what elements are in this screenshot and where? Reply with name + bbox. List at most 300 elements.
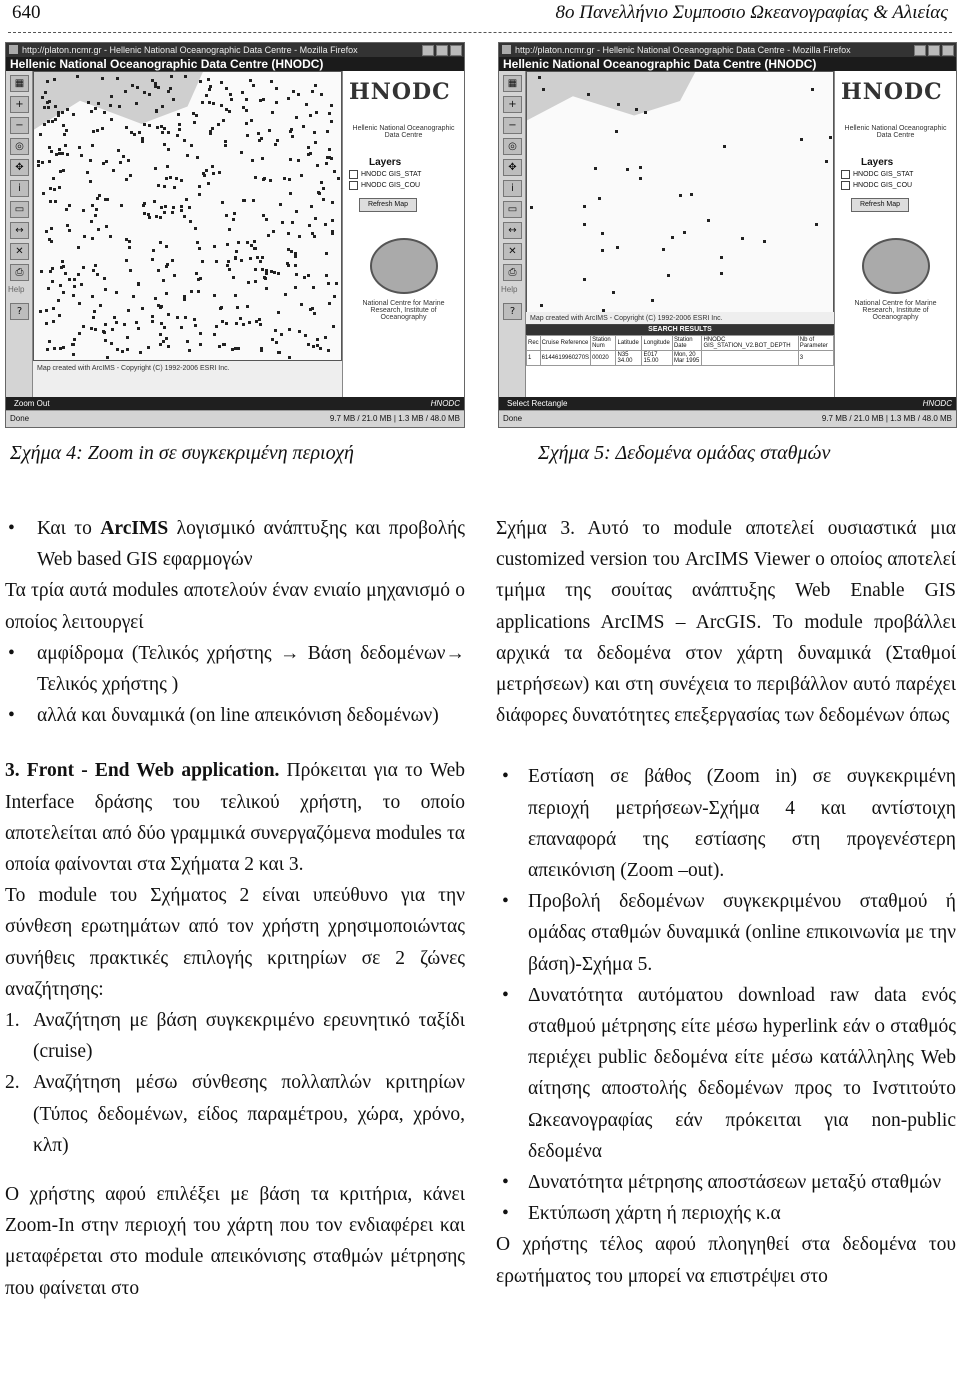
station-marker: [639, 177, 642, 180]
station-marker: [135, 321, 138, 324]
identify-icon: i: [503, 180, 522, 197]
station-marker: [211, 127, 214, 130]
station-marker: [218, 171, 221, 174]
station-marker: [101, 77, 104, 80]
station-marker: [311, 232, 314, 235]
station-marker: [39, 133, 42, 136]
station-marker: [175, 177, 178, 180]
station-marker: [139, 351, 142, 354]
station-marker: [167, 345, 170, 348]
station-marker: [188, 349, 191, 352]
layers-title: Layers: [369, 157, 402, 168]
station-marker: [201, 101, 204, 104]
station-marker: [94, 107, 97, 110]
station-marker: [96, 129, 99, 132]
table-cell: 6144619960270S: [540, 351, 590, 366]
station-marker: [297, 93, 300, 96]
station-marker: [104, 198, 107, 201]
zoom-in-icon: +: [10, 96, 29, 113]
station-marker: [82, 209, 85, 212]
station-marker: [151, 79, 154, 82]
station-marker: [328, 112, 331, 115]
station-marker: [119, 161, 122, 164]
station-marker: [68, 229, 71, 232]
station-marker: [143, 212, 146, 215]
station-marker: [207, 182, 210, 185]
layer-item: [841, 181, 950, 190]
zoom-out-icon: −: [10, 117, 29, 134]
station-marker: [303, 276, 306, 279]
station-marker: [153, 200, 156, 203]
station-marker: [156, 126, 159, 129]
station-marker: [165, 177, 168, 180]
station-marker: [205, 94, 208, 97]
table-cell: N35 34.00: [616, 351, 642, 366]
station-marker: [287, 97, 290, 100]
station-marker: [148, 216, 151, 219]
station-marker: [92, 130, 95, 133]
help-label: Help: [8, 285, 25, 294]
station-marker: [297, 159, 300, 162]
station-marker: [530, 206, 533, 209]
station-marker: [91, 204, 94, 207]
station-marker: [72, 113, 75, 116]
bullet-station-data: • Προβολή δεδομένων συγκεκριμένου σταθμού ή ομάδας σταθμών δυναμικά (online επικοινωνία με την βάση)-Σχήμα 5.: [496, 886, 956, 980]
browser-titlebar: [499, 43, 956, 57]
column-header: Latitude: [616, 336, 642, 351]
station-marker: [46, 80, 49, 83]
station-marker: [213, 333, 216, 336]
figure-5-screenshot: [498, 42, 957, 428]
station-marker: [173, 186, 176, 189]
station-marker: [253, 247, 256, 250]
station-marker: [110, 342, 113, 345]
map-view-stations: [526, 71, 834, 315]
station-marker: [68, 204, 71, 207]
station-marker: [157, 184, 160, 187]
station-marker: [167, 131, 170, 134]
station-marker: [164, 205, 167, 208]
station-marker: [319, 347, 322, 350]
bullet-dynamic: • αλλά και δυναμικά (on line απεικόνιση δεδομένων): [5, 700, 465, 731]
station-marker: [333, 295, 336, 298]
station-marker: [78, 146, 81, 149]
station-marker: [98, 194, 101, 197]
layer-checkbox: [349, 170, 358, 179]
station-marker: [275, 101, 278, 104]
station-marker: [274, 143, 277, 146]
station-marker: [190, 290, 193, 293]
logo-subtitle: Hellenic National Oceanographic Data Centre: [844, 125, 947, 139]
station-marker: [137, 282, 140, 285]
station-marker: [307, 274, 310, 277]
station-marker: [154, 85, 157, 88]
station-marker: [94, 328, 97, 331]
station-marker: [583, 278, 586, 281]
station-marker: [58, 186, 61, 189]
station-marker: [52, 307, 55, 310]
table-cell: 3: [798, 351, 833, 366]
item-number: 2.: [5, 1072, 20, 1094]
station-marker: [275, 87, 278, 90]
station-marker: [587, 93, 590, 96]
station-marker: [147, 213, 150, 216]
item-text: Αναζήτηση με βάση συγκεκριμένο ερευνητικό ταξίδι (cruise): [33, 1010, 465, 1063]
station-marker: [171, 259, 174, 262]
column-header: Longitude: [642, 336, 672, 351]
station-marker: [138, 131, 141, 134]
station-marker: [62, 346, 65, 349]
station-marker: [163, 143, 166, 146]
station-marker: [256, 256, 259, 259]
column-header: Rec: [527, 336, 541, 351]
station-marker: [105, 160, 108, 163]
station-marker: [274, 329, 277, 332]
layer-item: [841, 170, 950, 179]
search-results-title: SEARCH RESULTS: [526, 325, 834, 335]
station-marker: [246, 305, 249, 308]
station-marker: [763, 240, 766, 243]
station-marker: [212, 102, 215, 105]
station-marker: [160, 322, 163, 325]
station-marker: [261, 157, 264, 160]
zoom-out-icon: −: [503, 117, 522, 134]
station-marker: [58, 148, 61, 151]
station-marker: [328, 156, 331, 159]
search-results-panel: [526, 324, 834, 397]
browser-status-text: Done: [10, 414, 30, 423]
station-marker: [335, 282, 338, 285]
station-marker: [109, 235, 112, 238]
station-marker: [237, 347, 240, 350]
station-marker: [254, 268, 257, 271]
left-column: [5, 513, 465, 1304]
station-marker: [37, 160, 40, 163]
station-marker: [540, 304, 543, 307]
station-marker: [78, 332, 81, 335]
station-marker: [180, 209, 183, 212]
station-marker: [58, 314, 61, 317]
station-marker: [265, 269, 268, 272]
table-cell: Mon, 20 Mar 1995: [672, 351, 702, 366]
station-marker: [141, 307, 144, 310]
station-marker: [53, 347, 56, 350]
station-marker: [281, 221, 284, 224]
station-marker: [61, 260, 64, 263]
station-marker: [617, 103, 620, 106]
station-marker: [275, 341, 278, 344]
logo-subtitle: Hellenic National Oceanographic Data Centre: [352, 125, 455, 139]
station-marker: [189, 220, 192, 223]
station-marker: [644, 111, 647, 114]
station-marker: [45, 309, 48, 312]
station-marker: [302, 125, 305, 128]
station-marker: [228, 110, 231, 113]
station-marker: [310, 205, 313, 208]
station-marker: [635, 108, 638, 111]
station-marker: [186, 154, 189, 157]
station-marker: [251, 159, 254, 162]
station-marker: [202, 172, 205, 175]
station-marker: [287, 248, 290, 251]
table-cell: 00020: [591, 351, 616, 366]
layer-checkbox: [841, 181, 850, 190]
item-text: Αναζήτηση μέσω σύνθεσης πολλαπλών κριτηρίων (Τύπος δεδομένων, είδος παραμέτρου, χώρα, χρόνο, κλπ): [33, 1072, 465, 1156]
station-map: [34, 72, 341, 360]
institute-name: National Centre for Marine Research, Institute of Oceanography: [362, 300, 445, 321]
hnodc-logo: HNODC: [349, 79, 451, 105]
station-marker: [304, 334, 307, 337]
station-marker: [51, 280, 54, 283]
station-marker: [314, 217, 317, 220]
window-title: http://platon.ncmr.gr - Hellenic National Oceanographic Data Centre - Mozilla Firefox: [515, 45, 851, 55]
station-marker: [300, 303, 303, 306]
station-marker: [125, 259, 128, 262]
status-text: Select Rectangle: [507, 399, 568, 408]
station-marker: [43, 106, 46, 109]
station-marker: [163, 326, 166, 329]
station-marker: [616, 246, 619, 249]
station-marker: [52, 320, 55, 323]
station-marker: [180, 179, 183, 182]
station-marker: [190, 144, 193, 147]
station-marker: [307, 146, 310, 149]
station-marker: [196, 241, 199, 244]
station-marker: [91, 144, 94, 147]
station-marker: [185, 198, 188, 201]
station-marker: [148, 93, 151, 96]
station-marker: [165, 292, 168, 295]
station-marker: [267, 234, 270, 237]
station-marker: [313, 235, 316, 238]
station-marker: [723, 145, 726, 148]
station-marker: [49, 270, 52, 273]
station-marker: [133, 133, 136, 136]
spacer: [496, 731, 956, 761]
station-marker: [259, 323, 262, 326]
station-marker: [62, 291, 65, 294]
station-marker: [328, 302, 331, 305]
station-marker: [188, 206, 191, 209]
station-marker: [117, 149, 120, 152]
station-marker: [249, 257, 252, 260]
station-marker: [309, 308, 312, 311]
station-marker: [318, 192, 321, 195]
station-marker: [104, 323, 107, 326]
close-icon: [450, 45, 462, 56]
station-marker: [127, 309, 130, 312]
station-marker: [57, 111, 60, 114]
numbered-item: [5, 1067, 465, 1161]
station-marker: [143, 123, 146, 126]
station-marker: [294, 252, 297, 255]
station-marker: [53, 78, 56, 81]
window-controls: [422, 45, 462, 56]
station-marker: [159, 241, 162, 244]
station-marker: [141, 140, 144, 143]
station-marker: [103, 331, 106, 334]
station-marker: [163, 127, 166, 130]
station-marker: [77, 246, 80, 249]
station-marker: [298, 330, 301, 333]
station-marker: [271, 111, 274, 114]
station-marker: [123, 323, 126, 326]
station-marker: [224, 144, 227, 147]
measure-icon: ↔: [503, 222, 522, 239]
station-marker: [41, 161, 44, 164]
station-marker: [236, 306, 239, 309]
station-marker: [651, 299, 654, 302]
station-marker: [542, 88, 545, 91]
zoom-in-icon: +: [503, 96, 522, 113]
institute-seal: [370, 238, 438, 294]
browser-sizes: 9.7 MB / 21.0 MB | 1.3 MB / 48.0 MB: [329, 414, 460, 423]
station-marker: [277, 272, 280, 275]
station-marker: [333, 170, 336, 173]
station-marker: [247, 281, 250, 284]
layer-tool-icon: ▦: [10, 75, 29, 92]
station-marker: [157, 269, 160, 272]
station-marker: [261, 268, 264, 271]
station-marker: [639, 166, 642, 169]
results-table: [526, 335, 834, 366]
column-header: Nb of Parameter: [798, 336, 833, 351]
station-marker: [800, 138, 803, 141]
station-marker: [59, 347, 62, 350]
station-marker: [211, 165, 214, 168]
station-marker: [233, 212, 236, 215]
station-marker: [331, 232, 334, 235]
station-marker: [110, 118, 113, 121]
station-marker: [105, 225, 108, 228]
map-credit: Map created with ArcIMS - Copyright (C) 1992-2006 ESRI Inc.: [33, 362, 342, 375]
print-icon: ⎙: [10, 264, 29, 281]
station-marker: [265, 287, 268, 290]
station-marker: [160, 206, 163, 209]
station-marker: [313, 131, 316, 134]
station-marker: [116, 348, 119, 351]
station-marker: [270, 270, 273, 273]
station-marker: [294, 255, 297, 258]
station-marker: [195, 114, 198, 117]
station-marker: [62, 169, 65, 172]
station-marker: [163, 185, 166, 188]
station-marker: [135, 102, 138, 105]
station-marker: [295, 116, 298, 119]
table-row: [527, 351, 834, 366]
station-marker: [314, 84, 317, 87]
station-marker: [90, 110, 93, 113]
bullet-distance: • Δυνατότητα μέτρησης αποστάσεων μεταξύ σταθμών: [496, 1167, 956, 1198]
station-marker: [58, 152, 61, 155]
station-marker: [228, 228, 231, 231]
station-marker: [157, 304, 160, 307]
status-brand: HNODC: [922, 399, 952, 408]
station-marker: [311, 90, 314, 93]
identify-icon: i: [10, 180, 29, 197]
text-run: λογισμικό ανάπτυξης και προβολής Web based GIS εφαρμογών: [37, 518, 465, 571]
station-marker: [92, 316, 95, 319]
station-marker: [324, 223, 327, 226]
station-marker: [157, 86, 160, 89]
station-marker: [199, 80, 202, 83]
station-marker: [199, 343, 202, 346]
layer-label: HNODC GIS_COU: [853, 182, 913, 189]
station-marker: [289, 192, 292, 195]
station-marker: [87, 101, 90, 104]
station-marker: [242, 323, 245, 326]
station-marker: [198, 185, 201, 188]
station-marker: [47, 287, 50, 290]
institute-seal: [862, 238, 930, 294]
station-marker: [128, 240, 131, 243]
station-marker: [37, 164, 40, 167]
station-marker: [147, 346, 150, 349]
station-marker: [690, 193, 693, 196]
station-marker: [90, 327, 93, 330]
station-marker: [270, 80, 273, 83]
station-marker: [169, 176, 172, 179]
station-marker: [51, 267, 54, 270]
station-marker: [125, 126, 128, 129]
page-number: 640: [12, 2, 41, 23]
station-marker: [225, 108, 228, 111]
station-marker: [208, 101, 211, 104]
station-marker: [232, 218, 235, 221]
paragraph: Σχήμα 3. Αυτό το module αποτελεί ουσιαστικά μια customized version του ArcIMS Viewer ο οποίος αποτελεί τμήμα της σουίτας ανάπτυξης Web Enable GIS applications ArcIMS – ArcGIS. Το module προβάλλει αρχικά τα δεδομένα στον χάρτη δυναμικά (Σταθμοί μετρήσεων) και στη συνέχεια το περιβάλλον αυτό παρέχει διάφορες δυνατότητες επεξεργασίας των δεδομένων όπως: [496, 518, 956, 727]
station-marker: [260, 347, 263, 350]
station-marker: [284, 293, 287, 296]
station-marker: [97, 228, 100, 231]
station-marker: [245, 98, 248, 101]
section-3-paragraph: [5, 755, 465, 880]
station-marker: [113, 316, 116, 319]
station-marker: [171, 211, 174, 214]
station-marker: [66, 108, 69, 111]
figure-4-caption: Σχήμα 4: Zoom in σε συγκεκριμένη περιοχή: [10, 442, 354, 464]
station-marker: [90, 220, 93, 223]
station-marker: [64, 144, 67, 147]
browser-statusbar: [6, 410, 464, 427]
station-marker: [312, 345, 315, 348]
paragraph: Ο χρήστης τέλος αφού πλοηγηθεί στα δεδομένα του ερωτήματος του μπορεί να επιστρέψει στο: [496, 1234, 956, 1287]
station-marker: [291, 135, 294, 138]
figure-4-screenshot: [5, 42, 465, 428]
station-marker: [225, 214, 228, 217]
station-marker: [615, 130, 618, 133]
bullet-print: • Εκτύπωση χάρτη ή περιοχής κ.α: [496, 1198, 956, 1229]
select-icon: ▭: [10, 201, 29, 218]
station-marker: [294, 286, 297, 289]
station-marker: [683, 231, 686, 234]
station-marker: [124, 90, 127, 93]
station-marker: [55, 153, 58, 156]
station-marker: [111, 328, 114, 331]
station-marker: [44, 91, 47, 94]
station-marker: [89, 159, 92, 162]
station-marker: [264, 277, 267, 280]
station-marker: [57, 114, 60, 117]
station-marker: [45, 322, 48, 325]
station-marker: [222, 343, 225, 346]
station-marker: [259, 99, 262, 102]
station-marker: [184, 75, 187, 78]
bullet-arcims: [5, 513, 465, 575]
station-marker: [54, 105, 57, 108]
status-text: Zoom Out: [14, 399, 50, 408]
station-marker: [103, 277, 106, 280]
station-marker: [170, 75, 173, 78]
